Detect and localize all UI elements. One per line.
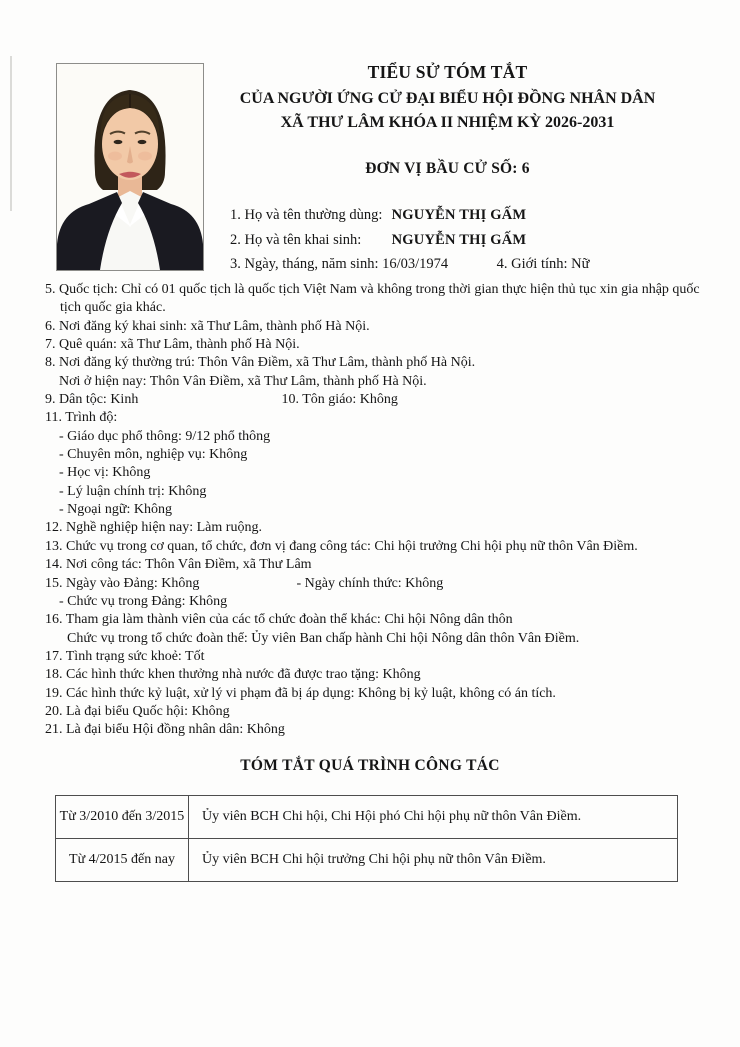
common-name-line bbox=[230, 207, 725, 224]
current-position-line: 13. Chức vụ trong cơ quan, tổ chức, đơn vị đang công tác: Chi hội trưởng Chi hội phụ nữ thôn Vân Điềm. bbox=[45, 538, 638, 554]
political-theory-line: - Lý luận chính trị: Không bbox=[59, 483, 207, 499]
position-cell: Ủy viên BCH Chi hội, Chi Hội phó Chi hội phụ nữ thôn Vân Điềm. bbox=[189, 796, 678, 839]
table-row bbox=[56, 839, 678, 882]
election-unit-line: ĐƠN VỊ BẦU CỬ SỐ: 6 bbox=[365, 160, 530, 177]
occupation-line: 12. Nghề nghiệp hiện nay: Làm ruộng. bbox=[45, 520, 262, 536]
position-cell: Ủy viên BCH Chi hội trưởng Chi hội phụ nữ thôn Vân Điềm. bbox=[189, 839, 678, 882]
birth-registration-line: 6. Nơi đăng ký khai sinh: xã Thư Lâm, thành phố Hà Nội. bbox=[45, 318, 370, 334]
nationality-line: 5. Quốc tịch: Chỉ có 01 quốc tịch là quốc tịch Việt Nam và không trong thời gian thực hiện thủ tục xin gia nhập quốc tịch quốc gia khác. bbox=[45, 282, 700, 316]
ethnicity-religion-line bbox=[45, 391, 713, 409]
common-name-value: NGUYỄN THỊ GẤM bbox=[391, 207, 527, 223]
scan-edge-artifact bbox=[10, 56, 12, 211]
current-residence-line: Nơi ở hiện nay: Thôn Vân Điềm, xã Thư Lâm, thành phố Hà Nội. bbox=[59, 373, 427, 389]
workplace-line: 14. Nơi công tác: Thôn Vân Điềm, xã Thư Lâm bbox=[45, 557, 312, 573]
portrait-illustration bbox=[57, 64, 203, 270]
hometown-line: 7. Quê quán: xã Thư Lâm, thành phố Hà Nội. bbox=[45, 337, 300, 353]
document-title: TIỂU SỬ TÓM TẮT bbox=[367, 62, 528, 82]
document-header bbox=[200, 62, 695, 179]
education-header-line: 11. Trình độ: bbox=[45, 410, 118, 426]
birthdate-field: 3. Ngày, tháng, năm sinh: 16/03/1974 bbox=[230, 256, 449, 272]
party-position-line: - Chức vụ trong Đảng: Không bbox=[59, 593, 228, 609]
discipline-record-line: 19. Các hình thức kỷ luật, xử lý vi phạm đã bị áp dụng: Không bị kỷ luật, không có án tích. bbox=[45, 685, 556, 701]
period-cell: Từ 3/2010 đến 3/2015 bbox=[56, 796, 189, 839]
table-row bbox=[56, 796, 678, 839]
professional-qualification-line: - Chuyên môn, nghiệp vụ: Không bbox=[59, 447, 248, 463]
permanent-residence-line: 8. Nơi đăng ký thường trú: Thôn Vân Điềm, xã Thư Lâm, thành phố Hà Nội. bbox=[45, 355, 476, 371]
common-name-label: 1. Họ và tên thường dùng: bbox=[230, 207, 383, 223]
party-official-date-field: - Ngày chính thức: Không bbox=[296, 575, 444, 591]
candidate-photo bbox=[56, 63, 204, 271]
foreign-language-line: - Ngoại ngữ: Không bbox=[59, 502, 172, 518]
details-list bbox=[45, 281, 713, 740]
party-join-date-field: 15. Ngày vào Đảng: Không bbox=[45, 575, 200, 591]
birth-name-value: NGUYỄN THỊ GẤM bbox=[391, 231, 527, 248]
document-subtitle-2: XÃ THƯ LÂM KHÓA II NHIỆM KỲ 2026-2031 bbox=[280, 114, 615, 131]
birth-name-line bbox=[230, 232, 725, 249]
birth-name-label: 2. Họ và tên khai sinh: bbox=[230, 231, 362, 248]
birthdate-gender-line bbox=[230, 256, 725, 273]
health-status-line: 17. Tình trạng sức khoẻ: Tốt bbox=[45, 648, 205, 664]
personal-info-block bbox=[230, 207, 725, 281]
national-assembly-line: 20. Là đại biểu Quốc hội: Không bbox=[45, 703, 230, 719]
organization-position-line: Chức vụ trong tổ chức đoàn thể: Ủy viên Ban chấp hành Chi hội Nông dân thôn Vân Điềm. bbox=[67, 630, 580, 646]
awards-line: 18. Các hình thức khen thưởng nhà nước đã được trao tặng: Không bbox=[45, 667, 421, 683]
period-cell: Từ 4/2015 đến nay bbox=[56, 839, 189, 882]
work-history-table bbox=[55, 795, 678, 882]
peoples-council-line: 21. Là đại biểu Hội đồng nhân dân: Không bbox=[45, 722, 285, 738]
ethnicity-field: 9. Dân tộc: Kinh bbox=[45, 392, 139, 408]
work-history-title: TÓM TẮT QUÁ TRÌNH CÔNG TÁC bbox=[240, 757, 500, 774]
document-subtitle-1: CỦA NGƯỜI ỨNG CỬ ĐẠI BIỂU HỘI ĐỒNG NHÂN DÂN bbox=[239, 90, 656, 107]
party-membership-line bbox=[45, 575, 713, 593]
organizations-line: 16. Tham gia làm thành viên của các tổ chức đoàn thể khác: Chi hội Nông dân thôn bbox=[45, 612, 513, 628]
academic-degree-line: - Học vị: Không bbox=[59, 465, 151, 481]
general-education-line: - Giáo dục phổ thông: 9/12 phổ thông bbox=[59, 428, 271, 444]
religion-field: 10. Tôn giáo: Không bbox=[281, 392, 398, 408]
gender-field: 4. Giới tính: Nữ bbox=[496, 256, 590, 272]
